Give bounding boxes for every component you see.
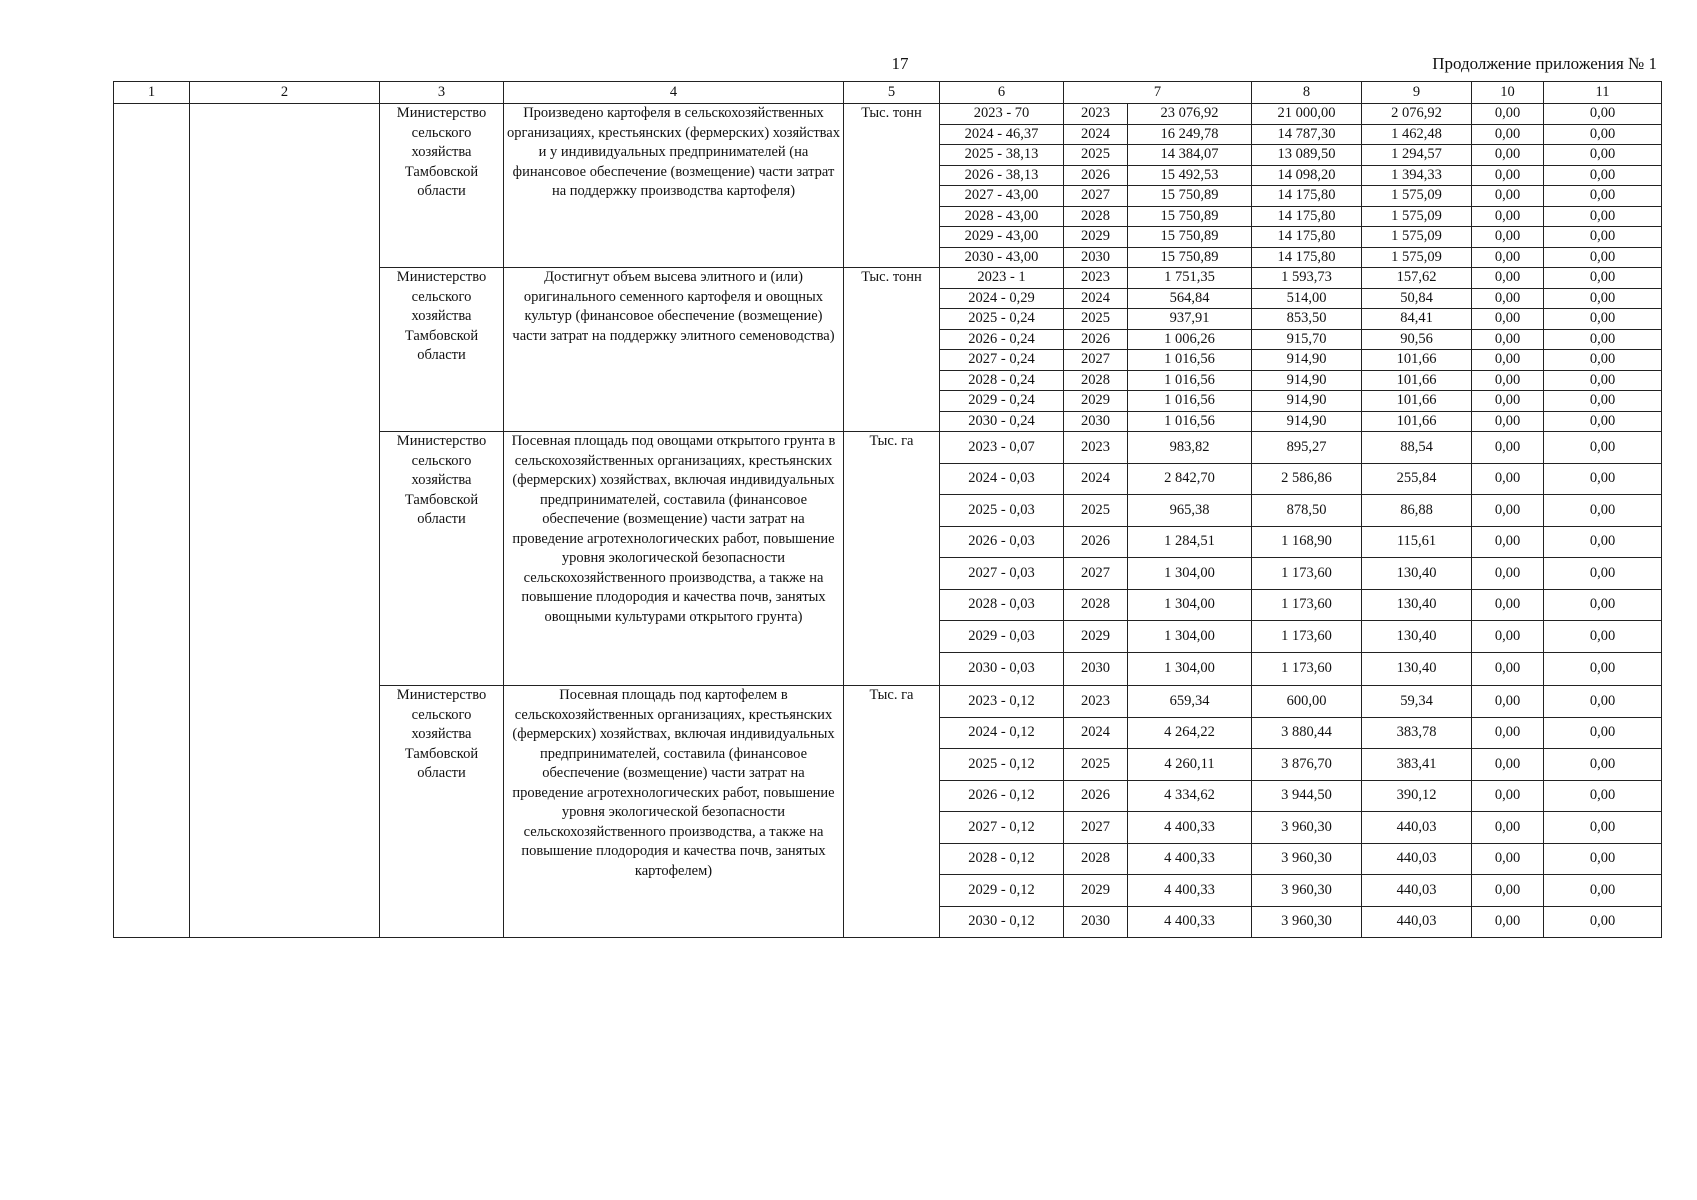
year: 2028 [1064, 843, 1128, 875]
column-11-amount: 0,00 [1544, 104, 1662, 125]
year: 2027 [1064, 558, 1128, 590]
year: 2030 [1064, 906, 1128, 938]
page-number: 17 [891, 54, 909, 73]
column-10-amount: 0,00 [1472, 247, 1544, 268]
year: 2025 [1064, 495, 1128, 527]
column-8-amount: 14 787,30 [1252, 124, 1362, 145]
column-9-amount: 440,03 [1362, 875, 1472, 907]
column-9-amount: 1 294,57 [1362, 145, 1472, 166]
total-amount: 14 384,07 [1128, 145, 1252, 166]
column-10-amount: 0,00 [1472, 621, 1544, 653]
column-10-amount: 0,00 [1472, 589, 1544, 621]
column-11-amount: 0,00 [1544, 906, 1662, 938]
column-8-amount: 853,50 [1252, 309, 1362, 330]
indicator-description: Посевная площадь под картофелем в сельскохозяйственных организациях, крестьянских (фермерских) хозяйствах, включая индивидуальных предпринимателей, составила (финансовое обеспечение (возмещение) части затрат на проведение агротехнологических работ, повышение уровня экологической безопасности сельскохозяйственного производства, а также на повышение плодородия и качества почв, занятых картофелем) [504, 686, 844, 938]
column-number-row [114, 82, 1662, 104]
target-value: 2030 - 43,00 [940, 247, 1064, 268]
year: 2028 [1064, 589, 1128, 621]
year: 2024 [1064, 288, 1128, 309]
column-8-amount: 14 098,20 [1252, 165, 1362, 186]
year: 2024 [1064, 124, 1128, 145]
target-value: 2027 - 0,12 [940, 812, 1064, 844]
column-10-amount: 0,00 [1472, 227, 1544, 248]
column-9-amount: 101,66 [1362, 350, 1472, 371]
column-10-amount: 0,00 [1472, 124, 1544, 145]
target-value: 2027 - 43,00 [940, 186, 1064, 207]
column-9-amount: 86,88 [1362, 495, 1472, 527]
responsible-agency: Министерство сельского хозяйства Тамбовской области [380, 104, 504, 268]
column-1-cell [114, 104, 190, 938]
year: 2026 [1064, 329, 1128, 350]
column-8-amount: 1 173,60 [1252, 558, 1362, 590]
column-10-amount: 0,00 [1472, 463, 1544, 495]
column-9-amount: 130,40 [1362, 558, 1472, 590]
target-value: 2024 - 46,37 [940, 124, 1064, 145]
column-10-amount: 0,00 [1472, 309, 1544, 330]
target-value: 2030 - 0,12 [940, 906, 1064, 938]
column-10-amount: 0,00 [1472, 875, 1544, 907]
year: 2025 [1064, 145, 1128, 166]
column-10-amount: 0,00 [1472, 906, 1544, 938]
target-value: 2024 - 0,12 [940, 717, 1064, 749]
column-11-amount: 0,00 [1544, 780, 1662, 812]
year: 2030 [1064, 411, 1128, 432]
total-amount: 1 284,51 [1128, 526, 1252, 558]
column-8-amount: 514,00 [1252, 288, 1362, 309]
total-amount: 564,84 [1128, 288, 1252, 309]
year: 2027 [1064, 186, 1128, 207]
column-8-amount: 878,50 [1252, 495, 1362, 527]
unit-of-measure: Тыс. тонн [844, 268, 940, 432]
column-11-amount: 0,00 [1544, 589, 1662, 621]
column-10-amount: 0,00 [1472, 206, 1544, 227]
column-11-amount: 0,00 [1544, 288, 1662, 309]
column-9-amount: 59,34 [1362, 686, 1472, 718]
appendix-table [113, 81, 1662, 938]
total-amount: 2 842,70 [1128, 463, 1252, 495]
column-11-amount: 0,00 [1544, 329, 1662, 350]
target-value: 2023 - 70 [940, 104, 1064, 125]
year: 2030 [1064, 247, 1128, 268]
year: 2025 [1064, 309, 1128, 330]
total-amount: 1 016,56 [1128, 350, 1252, 371]
column-10-amount: 0,00 [1472, 495, 1544, 527]
column-10-amount: 0,00 [1472, 749, 1544, 781]
column-10-amount: 0,00 [1472, 288, 1544, 309]
column-10-amount: 0,00 [1472, 186, 1544, 207]
year: 2024 [1064, 463, 1128, 495]
total-amount: 937,91 [1128, 309, 1252, 330]
column-9-amount: 90,56 [1362, 329, 1472, 350]
indicator-description: Произведено картофеля в сельскохозяйственных организациях, крестьянских (фермерских) хозяйствах и у индивидуальных предпринимателей (на финансовое обеспечение (возмещение) части затрат на поддержку производства картофеля) [504, 104, 844, 268]
total-amount: 1 304,00 [1128, 558, 1252, 590]
target-value: 2023 - 0,12 [940, 686, 1064, 718]
column-9-amount: 2 076,92 [1362, 104, 1472, 125]
table-body [114, 104, 1662, 938]
column-header-3: 3 [380, 82, 504, 104]
target-value: 2026 - 0,24 [940, 329, 1064, 350]
target-value: 2029 - 0,03 [940, 621, 1064, 653]
total-amount: 1 006,26 [1128, 329, 1252, 350]
column-10-amount: 0,00 [1472, 145, 1544, 166]
column-9-amount: 157,62 [1362, 268, 1472, 289]
column-10-amount: 0,00 [1472, 780, 1544, 812]
column-11-amount: 0,00 [1544, 391, 1662, 412]
column-8-amount: 1 173,60 [1252, 589, 1362, 621]
column-header-5: 5 [844, 82, 940, 104]
column-8-amount: 21 000,00 [1252, 104, 1362, 125]
column-8-amount: 914,90 [1252, 370, 1362, 391]
target-value: 2023 - 1 [940, 268, 1064, 289]
column-9-amount: 50,84 [1362, 288, 1472, 309]
column-9-amount: 440,03 [1362, 812, 1472, 844]
column-11-amount: 0,00 [1544, 165, 1662, 186]
target-value: 2030 - 0,24 [940, 411, 1064, 432]
year: 2029 [1064, 391, 1128, 412]
column-9-amount: 1 575,09 [1362, 247, 1472, 268]
year: 2023 [1064, 104, 1128, 125]
column-9-amount: 440,03 [1362, 843, 1472, 875]
column-8-amount: 2 586,86 [1252, 463, 1362, 495]
total-amount: 983,82 [1128, 432, 1252, 464]
column-9-amount: 88,54 [1362, 432, 1472, 464]
column-9-amount: 255,84 [1362, 463, 1472, 495]
total-amount: 1 304,00 [1128, 589, 1252, 621]
column-8-amount: 3 880,44 [1252, 717, 1362, 749]
column-9-amount: 101,66 [1362, 411, 1472, 432]
column-9-amount: 130,40 [1362, 621, 1472, 653]
column-10-amount: 0,00 [1472, 411, 1544, 432]
total-amount: 1 016,56 [1128, 370, 1252, 391]
total-amount: 15 750,89 [1128, 247, 1252, 268]
target-value: 2028 - 0,03 [940, 589, 1064, 621]
indicator-description: Достигнут объем высева элитного и (или) оригинального семенного картофеля и овощных культур (финансовое обеспечение (возмещение) части затрат на поддержку элитного семеноводства) [504, 268, 844, 432]
column-11-amount: 0,00 [1544, 717, 1662, 749]
column-8-amount: 3 876,70 [1252, 749, 1362, 781]
column-11-amount: 0,00 [1544, 309, 1662, 330]
target-value: 2024 - 0,03 [940, 463, 1064, 495]
column-8-amount: 600,00 [1252, 686, 1362, 718]
total-amount: 4 400,33 [1128, 843, 1252, 875]
table-row [114, 104, 1662, 125]
column-8-amount: 3 960,30 [1252, 812, 1362, 844]
column-9-amount: 1 575,09 [1362, 186, 1472, 207]
year: 2025 [1064, 749, 1128, 781]
year: 2029 [1064, 227, 1128, 248]
total-amount: 965,38 [1128, 495, 1252, 527]
column-10-amount: 0,00 [1472, 268, 1544, 289]
column-10-amount: 0,00 [1472, 652, 1544, 686]
column-9-amount: 1 462,48 [1362, 124, 1472, 145]
target-value: 2028 - 0,12 [940, 843, 1064, 875]
total-amount: 4 400,33 [1128, 875, 1252, 907]
year: 2023 [1064, 432, 1128, 464]
column-10-amount: 0,00 [1472, 391, 1544, 412]
column-header-2: 2 [190, 82, 380, 104]
column-8-amount: 13 089,50 [1252, 145, 1362, 166]
column-11-amount: 0,00 [1544, 652, 1662, 686]
year: 2027 [1064, 350, 1128, 371]
total-amount: 16 249,78 [1128, 124, 1252, 145]
column-11-amount: 0,00 [1544, 749, 1662, 781]
column-9-amount: 383,41 [1362, 749, 1472, 781]
column-8-amount: 1 168,90 [1252, 526, 1362, 558]
column-11-amount: 0,00 [1544, 350, 1662, 371]
column-header-9: 9 [1362, 82, 1472, 104]
column-11-amount: 0,00 [1544, 686, 1662, 718]
column-8-amount: 14 175,80 [1252, 227, 1362, 248]
column-9-amount: 440,03 [1362, 906, 1472, 938]
column-9-amount: 84,41 [1362, 309, 1472, 330]
target-value: 2027 - 0,24 [940, 350, 1064, 371]
total-amount: 4 334,62 [1128, 780, 1252, 812]
year: 2029 [1064, 621, 1128, 653]
column-11-amount: 0,00 [1544, 463, 1662, 495]
unit-of-measure: Тыс. тонн [844, 104, 940, 268]
column-header-4: 4 [504, 82, 844, 104]
column-8-amount: 3 960,30 [1252, 843, 1362, 875]
column-8-amount: 3 960,30 [1252, 906, 1362, 938]
target-value: 2023 - 0,07 [940, 432, 1064, 464]
column-9-amount: 383,78 [1362, 717, 1472, 749]
target-value: 2029 - 0,12 [940, 875, 1064, 907]
column-10-amount: 0,00 [1472, 717, 1544, 749]
column-11-amount: 0,00 [1544, 526, 1662, 558]
column-10-amount: 0,00 [1472, 165, 1544, 186]
unit-of-measure: Тыс. га [844, 432, 940, 686]
responsible-agency: Министерство сельского хозяйства Тамбовской области [380, 686, 504, 938]
column-9-amount: 1 575,09 [1362, 206, 1472, 227]
column-8-amount: 14 175,80 [1252, 206, 1362, 227]
column-9-amount: 390,12 [1362, 780, 1472, 812]
column-10-amount: 0,00 [1472, 370, 1544, 391]
target-value: 2025 - 0,03 [940, 495, 1064, 527]
column-9-amount: 130,40 [1362, 589, 1472, 621]
column-10-amount: 0,00 [1472, 558, 1544, 590]
column-header-6: 6 [940, 82, 1064, 104]
column-8-amount: 914,90 [1252, 411, 1362, 432]
total-amount: 1 304,00 [1128, 652, 1252, 686]
column-10-amount: 0,00 [1472, 526, 1544, 558]
year: 2026 [1064, 526, 1128, 558]
column-9-amount: 101,66 [1362, 391, 1472, 412]
column-8-amount: 1 593,73 [1252, 268, 1362, 289]
total-amount: 15 492,53 [1128, 165, 1252, 186]
column-11-amount: 0,00 [1544, 145, 1662, 166]
column-10-amount: 0,00 [1472, 104, 1544, 125]
year: 2023 [1064, 268, 1128, 289]
column-9-amount: 130,40 [1362, 652, 1472, 686]
indicator-description: Посевная площадь под овощами открытого грунта в сельскохозяйственных организациях, крестьянских (фермерских) хозяйствах, включая индивидуальных предпринимателей, составила (финансовое обеспечение (возмещение) части затрат на проведение агротехнологических работ, повышение уровня экологической безопасности сельскохозяйственного производства, а также на повышение плодородия и качества почв, занятых овощными культурами открытого грунта) [504, 432, 844, 686]
column-8-amount: 14 175,80 [1252, 247, 1362, 268]
target-value: 2029 - 43,00 [940, 227, 1064, 248]
year: 2027 [1064, 812, 1128, 844]
total-amount: 1 016,56 [1128, 411, 1252, 432]
column-9-amount: 101,66 [1362, 370, 1472, 391]
column-header-11: 11 [1544, 82, 1662, 104]
target-value: 2027 - 0,03 [940, 558, 1064, 590]
column-11-amount: 0,00 [1544, 124, 1662, 145]
column-11-amount: 0,00 [1544, 227, 1662, 248]
total-amount: 15 750,89 [1128, 206, 1252, 227]
column-10-amount: 0,00 [1472, 843, 1544, 875]
column-10-amount: 0,00 [1472, 329, 1544, 350]
column-header-8: 8 [1252, 82, 1362, 104]
column-8-amount: 3 960,30 [1252, 875, 1362, 907]
column-10-amount: 0,00 [1472, 686, 1544, 718]
year: 2028 [1064, 206, 1128, 227]
column-8-amount: 1 173,60 [1252, 652, 1362, 686]
year: 2026 [1064, 780, 1128, 812]
column-9-amount: 1 394,33 [1362, 165, 1472, 186]
column-8-amount: 1 173,60 [1252, 621, 1362, 653]
column-11-amount: 0,00 [1544, 843, 1662, 875]
column-11-amount: 0,00 [1544, 206, 1662, 227]
column-8-amount: 914,90 [1252, 350, 1362, 371]
total-amount: 4 400,33 [1128, 906, 1252, 938]
column-10-amount: 0,00 [1472, 432, 1544, 464]
column-11-amount: 0,00 [1544, 495, 1662, 527]
target-value: 2024 - 0,29 [940, 288, 1064, 309]
column-11-amount: 0,00 [1544, 186, 1662, 207]
year: 2029 [1064, 875, 1128, 907]
total-amount: 15 750,89 [1128, 186, 1252, 207]
unit-of-measure: Тыс. га [844, 686, 940, 938]
column-11-amount: 0,00 [1544, 875, 1662, 907]
year: 2024 [1064, 717, 1128, 749]
column-8-amount: 895,27 [1252, 432, 1362, 464]
total-amount: 1 751,35 [1128, 268, 1252, 289]
total-amount: 4 260,11 [1128, 749, 1252, 781]
column-header-10: 10 [1472, 82, 1544, 104]
year: 2026 [1064, 165, 1128, 186]
target-value: 2028 - 0,24 [940, 370, 1064, 391]
responsible-agency: Министерство сельского хозяйства Тамбовской области [380, 268, 504, 432]
total-amount: 659,34 [1128, 686, 1252, 718]
responsible-agency: Министерство сельского хозяйства Тамбовской области [380, 432, 504, 686]
year: 2023 [1064, 686, 1128, 718]
column-11-amount: 0,00 [1544, 558, 1662, 590]
column-11-amount: 0,00 [1544, 268, 1662, 289]
column-8-amount: 915,70 [1252, 329, 1362, 350]
column-header-7: 7 [1064, 82, 1252, 104]
column-8-amount: 14 175,80 [1252, 186, 1362, 207]
column-10-amount: 0,00 [1472, 350, 1544, 371]
column-8-amount: 3 944,50 [1252, 780, 1362, 812]
target-value: 2025 - 0,12 [940, 749, 1064, 781]
column-11-amount: 0,00 [1544, 432, 1662, 464]
target-value: 2026 - 38,13 [940, 165, 1064, 186]
target-value: 2025 - 0,24 [940, 309, 1064, 330]
column-9-amount: 115,61 [1362, 526, 1472, 558]
total-amount: 15 750,89 [1128, 227, 1252, 248]
appendix-continuation-note: Продолжение приложения № 1 [1432, 54, 1657, 73]
column-11-amount: 0,00 [1544, 370, 1662, 391]
column-10-amount: 0,00 [1472, 812, 1544, 844]
column-11-amount: 0,00 [1544, 621, 1662, 653]
total-amount: 4 264,22 [1128, 717, 1252, 749]
column-header-1: 1 [114, 82, 190, 104]
total-amount: 1 304,00 [1128, 621, 1252, 653]
year: 2030 [1064, 652, 1128, 686]
target-value: 2028 - 43,00 [940, 206, 1064, 227]
column-11-amount: 0,00 [1544, 411, 1662, 432]
total-amount: 1 016,56 [1128, 391, 1252, 412]
year: 2028 [1064, 370, 1128, 391]
target-value: 2025 - 38,13 [940, 145, 1064, 166]
column-9-amount: 1 575,09 [1362, 227, 1472, 248]
column-11-amount: 0,00 [1544, 247, 1662, 268]
target-value: 2026 - 0,03 [940, 526, 1064, 558]
total-amount: 4 400,33 [1128, 812, 1252, 844]
target-value: 2029 - 0,24 [940, 391, 1064, 412]
target-value: 2026 - 0,12 [940, 780, 1064, 812]
column-8-amount: 914,90 [1252, 391, 1362, 412]
column-11-amount: 0,00 [1544, 812, 1662, 844]
column-2-cell [190, 104, 380, 938]
target-value: 2030 - 0,03 [940, 652, 1064, 686]
total-amount: 23 076,92 [1128, 104, 1252, 125]
